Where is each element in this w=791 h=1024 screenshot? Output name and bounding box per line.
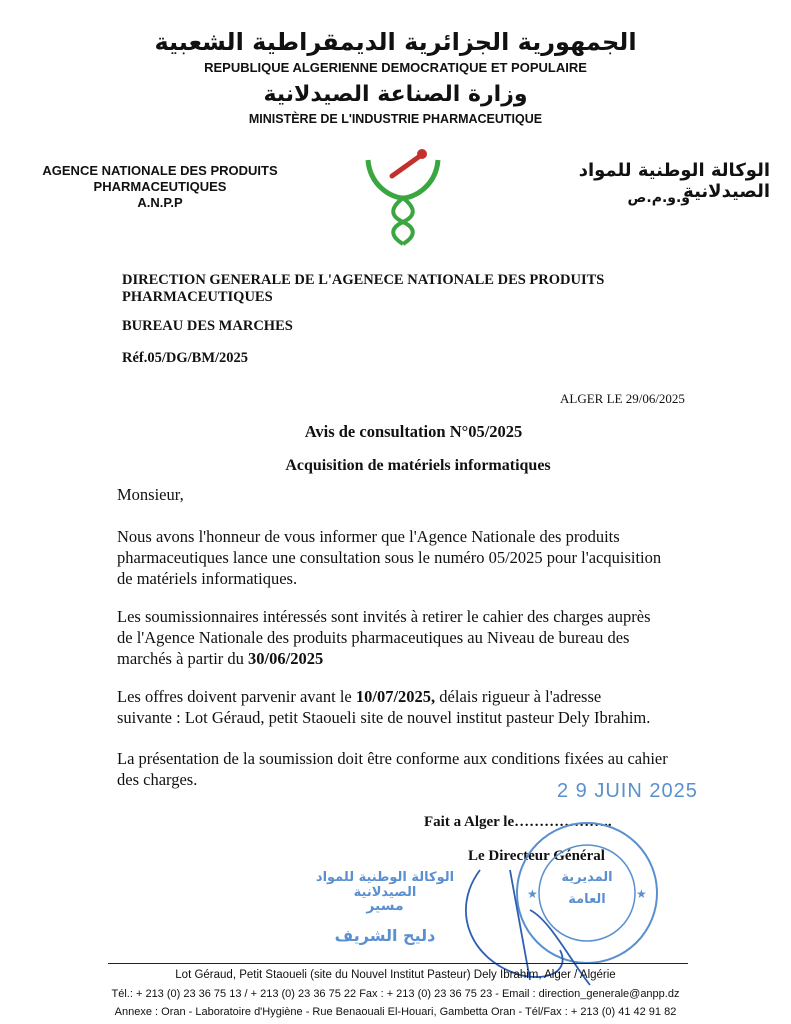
p1-line1: Nous avons l'honneur de vous informer que l'Agence Nationale des produits (117, 527, 620, 546)
stamp-center-line1: المديرية (561, 870, 613, 885)
agency-name-line1: AGENCE NATIONALE DES PRODUITS (42, 163, 278, 178)
svg-text:★: ★ (527, 887, 538, 901)
footer-contacts: Tél.: + 213 (0) 23 36 75 13 / + 213 (0) 23 36 75 22 Fax : + 213 (0) 23 36 75 23 - Email : direction_generale@anpp.dz (111, 988, 680, 1000)
ministry-french: MINISTÈRE DE L'INDUSTRIE PHARMACEUTIQUE (248, 112, 543, 126)
sender-direction (122, 272, 604, 306)
paragraph-2 (117, 606, 717, 669)
p1-line3: de matériels informatiques. (117, 569, 298, 588)
agency-name-line2: PHARMACEUTIQUES (93, 179, 227, 194)
bureau-name: BUREAU DES MARCHES (122, 318, 293, 334)
p3-line1 (117, 686, 717, 707)
stamp-name-arabic: دليح الشريف (334, 926, 436, 945)
date-line: ALGER LE 29/06/2025 (560, 391, 685, 406)
fait-a-alger: Fait a Alger le……………….. (424, 814, 612, 830)
p2-line2: de l'Agence Nationale des produits pharmaceutiques au Niveau de bureau des (117, 628, 630, 647)
direction-line1: DIRECTION GENERALE DE L'AGENECE NATIONALE DES PRODUITS (122, 272, 605, 288)
paragraph-3 (117, 686, 717, 728)
stamp-center-line2: العامة (568, 892, 606, 907)
stamp-agency-arabic: الوكالة الوطنية للمواد الصيدلانية (315, 870, 455, 900)
svg-text:★: ★ (636, 887, 647, 901)
republic-arabic: الجمهورية الجزائرية الديمقراطية الشعبية (154, 28, 637, 56)
paragraph-1 (117, 526, 717, 589)
p3-line1-post: délais rigueur à l'adresse (435, 687, 602, 706)
salutation: Monsieur, (117, 485, 184, 504)
deadline-date: 10/07/2025, (355, 687, 436, 706)
agency-name-arabic: الوكالة الوطنية للمواد الصيدلانية (578, 160, 770, 202)
stamp-role-arabic: مسير (366, 898, 404, 914)
agency-abbr-arabic: و.و.م.ص (627, 190, 690, 206)
received-date-stamp: 2 9 JUIN 2025 (557, 780, 698, 802)
p4-line1: La présentation de la soumission doit être conforme aux conditions fixées au cahier (117, 749, 668, 768)
direction-line2: PHARMACEUTIQUES (122, 289, 273, 305)
p4-line2: des charges. (117, 770, 198, 789)
p1-line2: pharmaceutiques lance une consultation sous le numéro 05/2025 pour l'acquisition (117, 548, 662, 567)
ministry-arabic: وزارة الصناعة الصيدلانية (263, 82, 528, 107)
reference-number: Réf.05/DG/BM/2025 (122, 350, 249, 366)
p2-line3-text: marchés à partir du (117, 649, 249, 668)
anpp-logo (362, 146, 444, 246)
agency-abbr: A.N.P.P (137, 195, 183, 210)
withdrawal-date: 30/06/2025 (248, 649, 324, 668)
republic-french: REPUBLIQUE ALGERIENNE DEMOCRATIQUE ET POPULAIRE (204, 60, 587, 75)
document-subject: Acquisition de matériels informatiques (285, 457, 551, 474)
caduceus-icon (362, 146, 444, 246)
p2-line3 (117, 648, 717, 669)
p3-line2: suivante : Lot Géraud, petit Staoueli site de nouvel institut pasteur Dely Ibrahim. (117, 708, 651, 727)
footer-address: Lot Géraud, Petit Staoueli (site du Nouvel Institut Pasteur) Dely Ibrahim, Alger / Algérie (175, 969, 616, 981)
p2-line1: Les soumissionnaires intéressés sont invités à retirer le cahier des charges auprès (117, 607, 651, 626)
p3-line1-pre: Les offres doivent parvenir avant le (117, 687, 356, 706)
footer-divider (108, 963, 688, 964)
footer-annex: Annexe : Oran - Laboratoire d'Hygiène - Rue Benaouali El-Houari, Gambetta Oran - Tél/Fax : + 213 (0) 41 42 91 82 (114, 1006, 677, 1018)
document-title: Avis de consultation N°05/2025 (304, 422, 523, 441)
agency-name-french (25, 163, 295, 211)
signatory-title: Le Directeur Général (468, 848, 605, 864)
